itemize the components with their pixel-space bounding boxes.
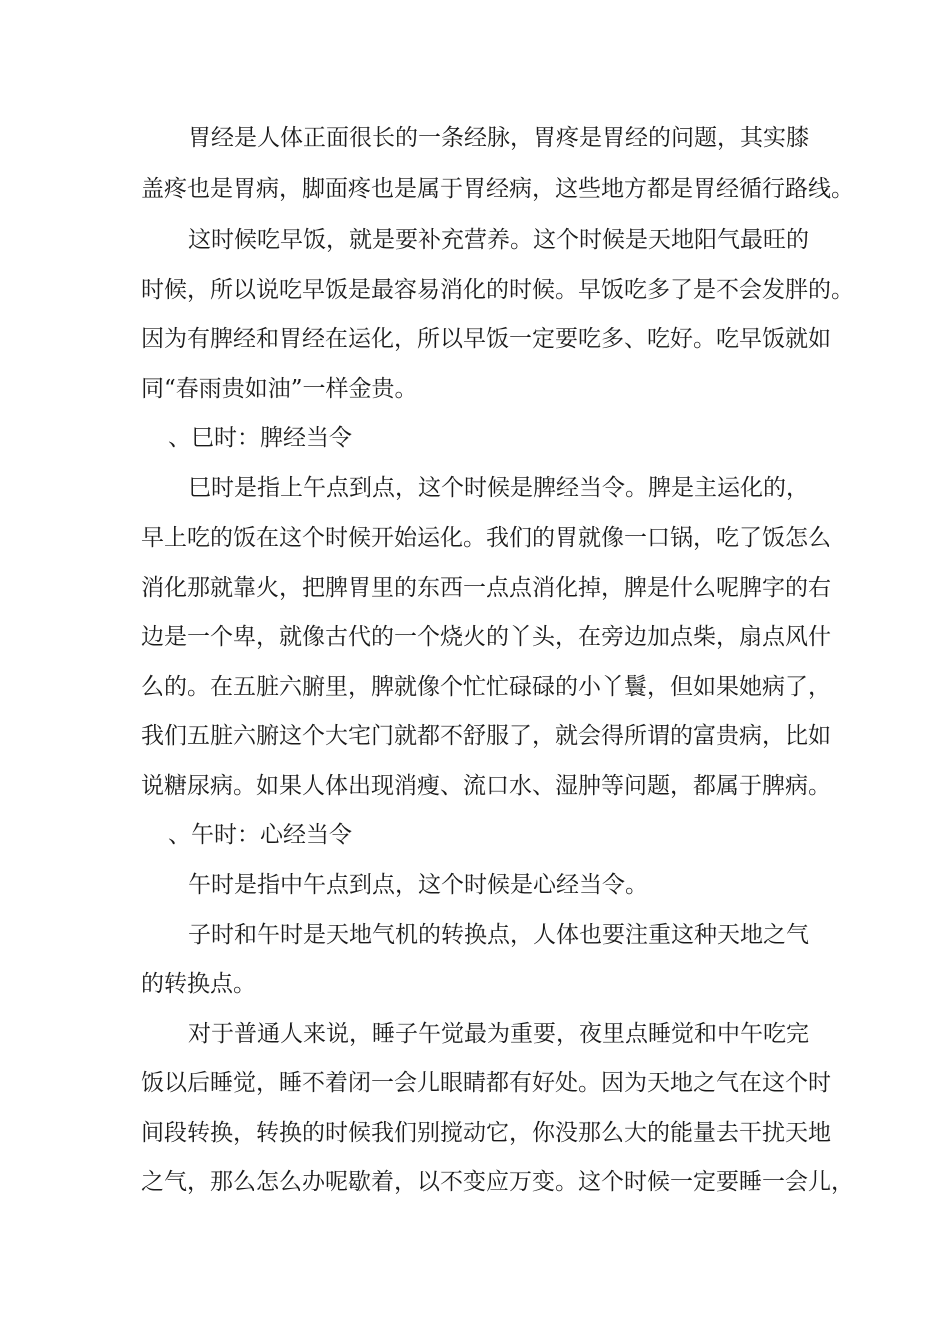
- text-line-22: 之气，那么怎么办呢歇着，以不变应万变。这个时候一定要睡一会儿，: [141, 1169, 854, 1195]
- text-line-11: 边是一个卑，就像古代的一个烧火的丫头，在旁边加点柴，扇点风什: [141, 624, 831, 650]
- text-line-17: 子时和午时是天地气机的转换点，人体也要注重这种天地之气: [188, 922, 809, 948]
- text-line-10: 消化那就靠火，把脾胃里的东西一点点消化掉，脾是什么呢脾字的右: [141, 575, 831, 601]
- text-line-21: 间段转换，转换的时候我们别搅动它，你没那么大的能量去干扰天地: [141, 1120, 831, 1146]
- text-line-14: 说糖尿病。如果人体出现消瘦、流口水、湿肿等问题，都属于脾病。: [141, 773, 831, 799]
- text-line-16: 午时是指中午点到点，这个时候是心经当令。: [188, 872, 648, 898]
- text-line-2: 盖疼也是胃病，脚面疼也是属于胃经病，这些地方都是胃经循行路线。: [141, 176, 854, 202]
- section-heading-si-shi: 、巳时：脾经当令: [168, 425, 352, 451]
- text-line-8: 巳时是指上午点到点，这个时候是脾经当令。脾是主运化的，: [188, 475, 809, 501]
- text-line-3: 这时候吃早饭，就是要补充营养。这个时候是天地阳气最旺的: [188, 227, 809, 253]
- text-line-20: 饭以后睡觉，睡不着闭一会儿眼睛都有好处。因为天地之气在这个时: [141, 1070, 831, 1096]
- text-line-1: 胃经是人体正面很长的一条经脉，胃疼是胃经的问题，其实膝: [188, 125, 809, 151]
- text-line-18: 的转换点。: [141, 971, 256, 997]
- text-line-13: 我们五脏六腑这个大宅门就都不舒服了，就会得所谓的富贵病，比如: [141, 723, 831, 749]
- text-line-19: 对于普通人来说，睡子午觉最为重要，夜里点睡觉和中午吃完: [188, 1021, 809, 1047]
- text-line-5: 因为有脾经和胃经在运化，所以早饭一定要吃多、吃好。吃早饭就如: [141, 326, 831, 352]
- text-line-4: 时候，所以说吃早饭是最容易消化的时候。早饭吃多了是不会发胖的。: [141, 277, 854, 303]
- text-line-12: 么的。在五脏六腑里，脾就像个忙忙碌碌的小丫鬟，但如果她病了，: [141, 674, 831, 700]
- text-line-6: 同“春雨贵如油”一样金贵。: [141, 376, 418, 402]
- section-heading-wu-shi: 、午时：心经当令: [168, 822, 352, 848]
- text-line-9: 早上吃的饭在这个时候开始运化。我们的胃就像一口锅，吃了饭怎么: [141, 525, 831, 551]
